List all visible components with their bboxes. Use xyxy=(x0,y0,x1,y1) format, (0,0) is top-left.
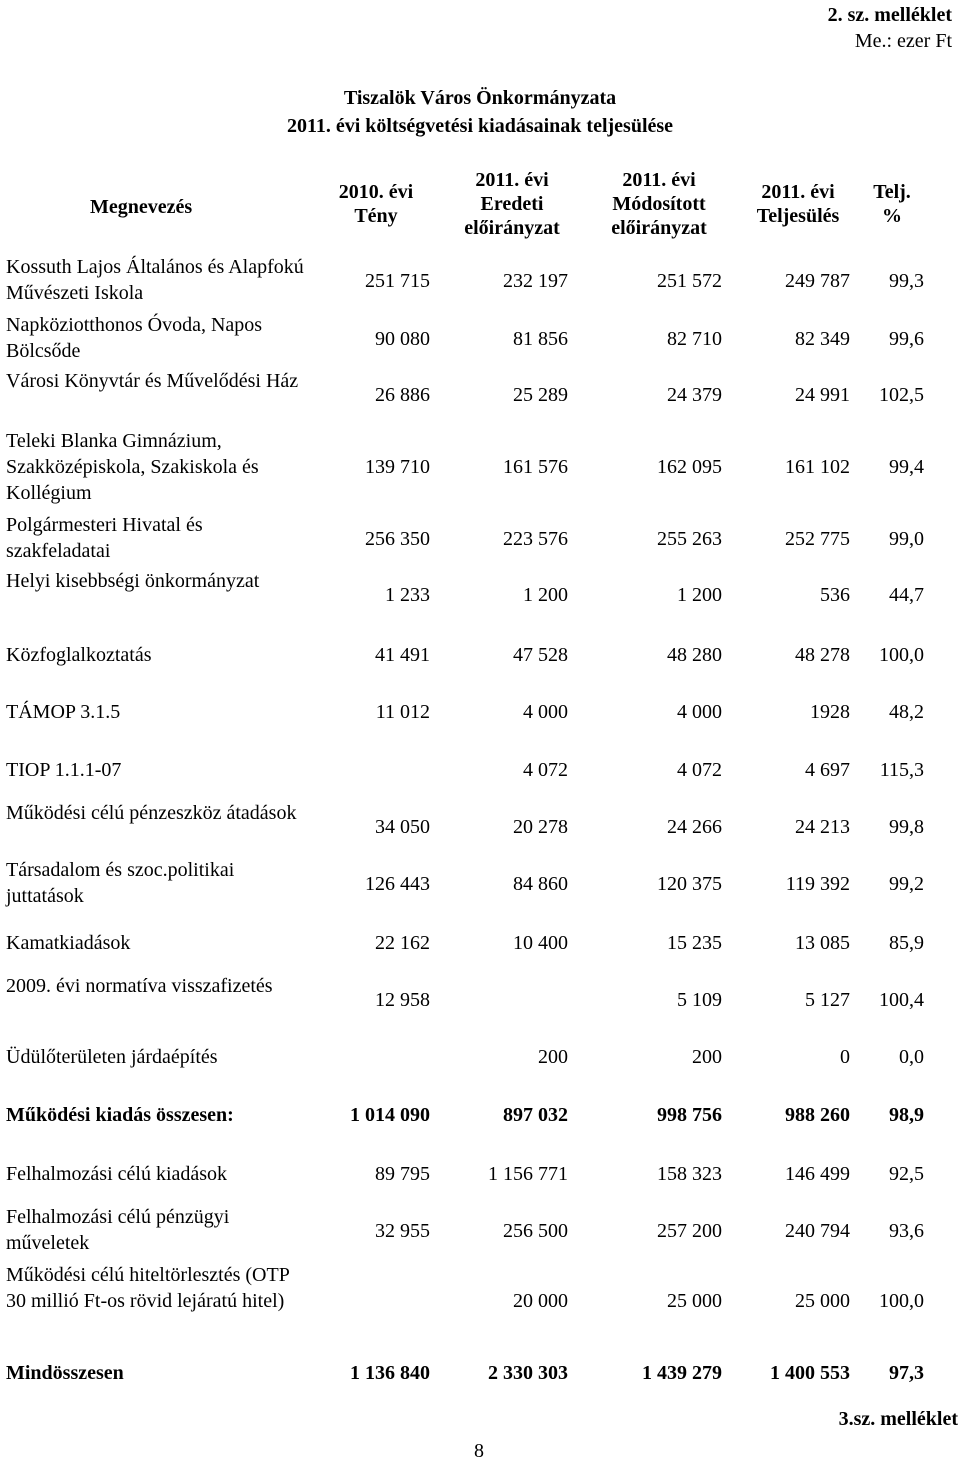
row-label: Napköziotthonos Óvoda, Napos Bölcsőde xyxy=(6,314,263,362)
row-value-col-0: 41 491 xyxy=(375,644,430,666)
table-row xyxy=(0,1102,960,1130)
table-row xyxy=(0,1044,960,1072)
row-label: Városi Könyvtár és Művelődési Ház xyxy=(6,370,299,392)
row-value-col-0: 11 012 xyxy=(375,701,430,723)
row-label: TIOP 1.1.1-07 xyxy=(6,759,122,781)
row-value-col-2: 82 710 xyxy=(667,328,722,350)
row-label: TÁMOP 3.1.5 xyxy=(6,701,121,723)
row-value-col-2: 24 266 xyxy=(667,816,722,838)
row-label: Társadalom és szoc.politikai juttatások xyxy=(6,859,235,907)
row-value-col-2: 1 200 xyxy=(677,584,722,606)
row-value-col-1: 1 156 771 xyxy=(488,1163,568,1185)
row-value-col-4: 99,4 xyxy=(889,456,924,478)
document-title xyxy=(0,84,960,140)
row-value-col-4: 99,2 xyxy=(889,873,924,895)
table-row xyxy=(0,1204,960,1260)
row-value-col-4: 115,3 xyxy=(879,759,924,781)
row-value-col-1: 223 576 xyxy=(503,528,568,550)
row-value-col-3: 25 000 xyxy=(795,1290,850,1312)
row-value-col-1: 161 576 xyxy=(503,456,568,478)
row-value-col-4: 48,2 xyxy=(889,701,924,723)
next-annex-label: 3.sz. melléklet xyxy=(838,1408,958,1430)
row-label: Üdülőterületen járdaépítés xyxy=(6,1046,218,1068)
row-value-col-0: 1 136 840 xyxy=(350,1362,430,1384)
unit-label: Me.: ezer Ft xyxy=(854,30,952,52)
table-row xyxy=(0,368,960,424)
page-number: 8 xyxy=(474,1440,484,1462)
row-value-col-4: 85,9 xyxy=(889,932,924,954)
row-value-col-3: 0 xyxy=(840,1046,850,1068)
row-value-col-1: 4 072 xyxy=(523,759,568,781)
row-value-col-4: 99,6 xyxy=(889,328,924,350)
row-label: Felhalmozási célú pénzügyi műveletek xyxy=(6,1206,230,1254)
table-row xyxy=(0,568,960,624)
table-row xyxy=(0,973,960,1029)
row-value-col-1: 47 528 xyxy=(513,644,568,666)
row-value-col-0: 89 795 xyxy=(375,1163,430,1185)
row-label: 2009. évi normatíva visszafizetés xyxy=(6,975,273,997)
row-value-col-4: 102,5 xyxy=(879,384,924,406)
row-value-col-0: 139 710 xyxy=(365,456,430,478)
row-value-col-3: 13 085 xyxy=(795,932,850,954)
row-value-col-3: 24 213 xyxy=(795,816,850,838)
row-value-col-1: 84 860 xyxy=(513,873,568,895)
row-value-col-3: 48 278 xyxy=(795,644,850,666)
row-label: Mindösszesen xyxy=(6,1362,124,1384)
row-value-col-2: 120 375 xyxy=(657,873,722,895)
row-value-col-3: 252 775 xyxy=(785,528,850,550)
row-value-col-3: 161 102 xyxy=(785,456,850,478)
row-value-col-3: 536 xyxy=(820,584,850,606)
row-label: Felhalmozási célú kiadások xyxy=(6,1163,228,1185)
row-label: Működési célú pénzeszköz átadások xyxy=(6,802,297,824)
column-header-telj-percent: Telj. % xyxy=(873,181,911,227)
row-value-col-3: 249 787 xyxy=(785,270,850,292)
row-value-col-2: 15 235 xyxy=(667,932,722,954)
row-value-col-0: 12 958 xyxy=(375,989,430,1011)
row-value-col-3: 240 794 xyxy=(785,1220,850,1242)
row-value-col-3: 119 392 xyxy=(785,873,850,895)
row-value-col-3: 146 499 xyxy=(785,1163,850,1185)
row-value-col-2: 1 439 279 xyxy=(642,1362,722,1384)
row-value-col-2: 257 200 xyxy=(657,1220,722,1242)
annex-label: 2. sz. melléklet xyxy=(827,4,952,26)
row-value-col-2: 998 756 xyxy=(657,1104,722,1126)
table-row xyxy=(0,1161,960,1189)
row-value-col-1: 4 000 xyxy=(523,701,568,723)
row-value-col-1: 1 200 xyxy=(523,584,568,606)
row-value-col-2: 24 379 xyxy=(667,384,722,406)
row-value-col-4: 99,3 xyxy=(889,270,924,292)
row-value-col-1: 81 856 xyxy=(513,328,568,350)
row-value-col-1: 20 000 xyxy=(513,1290,568,1312)
row-value-col-2: 158 323 xyxy=(657,1163,722,1185)
column-header-2011-modositott: 2011. évi Módosított előirányzat xyxy=(611,169,707,239)
row-value-col-1: 232 197 xyxy=(503,270,568,292)
row-value-col-0: 1 233 xyxy=(385,584,430,606)
table-row xyxy=(0,254,960,310)
row-value-col-2: 4 072 xyxy=(677,759,722,781)
table-row xyxy=(0,642,960,670)
row-value-col-0: 256 350 xyxy=(365,528,430,550)
row-value-col-2: 162 095 xyxy=(657,456,722,478)
row-value-col-3: 82 349 xyxy=(795,328,850,350)
table-row xyxy=(0,512,960,568)
row-value-col-0: 26 886 xyxy=(375,384,430,406)
table-row xyxy=(0,312,960,368)
title-line-1: Tiszalök Város Önkormányzata xyxy=(343,87,617,109)
row-value-col-4: 98,9 xyxy=(889,1104,924,1126)
row-value-col-4: 92,5 xyxy=(889,1163,924,1185)
row-value-col-0: 32 955 xyxy=(375,1220,430,1242)
row-value-col-1: 20 278 xyxy=(513,816,568,838)
row-value-col-1: 256 500 xyxy=(503,1220,568,1242)
row-label: Kossuth Lajos Általános és Alapfokú Művészeti Iskola xyxy=(6,256,304,304)
column-header-2010-teny: 2010. évi Tény xyxy=(338,181,414,227)
table-row xyxy=(0,930,960,958)
column-header-name: Megnevezés xyxy=(90,196,193,218)
row-value-col-1: 10 400 xyxy=(513,932,568,954)
table-row xyxy=(0,428,960,510)
table-row xyxy=(0,1262,960,1344)
row-value-col-4: 0,0 xyxy=(899,1046,924,1068)
row-label: Kamatkiadások xyxy=(6,932,131,954)
row-value-col-4: 99,0 xyxy=(889,528,924,550)
table-row xyxy=(0,1360,960,1388)
row-value-col-0: 34 050 xyxy=(375,816,430,838)
row-label: Közfoglalkoztatás xyxy=(6,644,152,666)
row-value-col-3: 24 991 xyxy=(795,384,850,406)
row-value-col-4: 100,0 xyxy=(879,644,924,666)
row-value-col-0: 22 162 xyxy=(375,932,430,954)
row-value-col-4: 100,0 xyxy=(879,1290,924,1312)
row-value-col-4: 97,3 xyxy=(889,1362,924,1384)
row-value-col-4: 44,7 xyxy=(889,584,924,606)
table-row xyxy=(0,857,960,913)
row-value-col-2: 255 263 xyxy=(657,528,722,550)
row-value-col-4: 93,6 xyxy=(889,1220,924,1242)
row-value-col-0: 126 443 xyxy=(365,873,430,895)
row-value-col-4: 99,8 xyxy=(889,816,924,838)
header-right xyxy=(828,2,952,54)
row-value-col-0: 251 715 xyxy=(365,270,430,292)
title-line-2: 2011. évi költségvetési kiadásainak teljesülése xyxy=(286,115,674,137)
row-value-col-2: 4 000 xyxy=(677,701,722,723)
table-row xyxy=(0,800,960,856)
row-value-col-2: 251 572 xyxy=(657,270,722,292)
row-value-col-0: 1 014 090 xyxy=(350,1104,430,1126)
row-label: Polgármesteri Hivatal és szakfeladatai xyxy=(6,514,203,562)
row-value-col-3: 4 697 xyxy=(805,759,850,781)
row-value-col-1: 200 xyxy=(538,1046,568,1068)
row-label: Teleki Blanka Gimnázium, Szakközépiskola, Szakiskola és Kollégium xyxy=(6,430,259,504)
row-value-col-3: 1 400 553 xyxy=(770,1362,850,1384)
column-header-2011-teljesules: 2011. évi Teljesülés xyxy=(756,181,840,227)
row-value-col-3: 5 127 xyxy=(805,989,850,1011)
row-label: Működési célú hiteltörlesztés (OTP 30 millió Ft-os rövid lejáratú hitel) xyxy=(6,1264,290,1312)
row-value-col-2: 25 000 xyxy=(667,1290,722,1312)
table-row xyxy=(0,757,960,785)
row-value-col-4: 100,4 xyxy=(879,989,924,1011)
row-value-col-1: 2 330 303 xyxy=(488,1362,568,1384)
column-header-2011-eredeti: 2011. évi Eredeti előirányzat xyxy=(464,169,560,239)
row-value-col-2: 48 280 xyxy=(667,644,722,666)
row-value-col-0: 90 080 xyxy=(375,328,430,350)
row-label: Működési kiadás összesen: xyxy=(6,1104,234,1126)
row-value-col-2: 200 xyxy=(692,1046,722,1068)
row-value-col-2: 5 109 xyxy=(677,989,722,1011)
row-label: Helyi kisebbségi önkormányzat xyxy=(6,570,260,592)
row-value-col-3: 988 260 xyxy=(785,1104,850,1126)
row-value-col-1: 897 032 xyxy=(503,1104,568,1126)
table-row xyxy=(0,699,960,727)
row-value-col-1: 25 289 xyxy=(513,384,568,406)
row-value-col-3: 1928 xyxy=(810,701,850,723)
